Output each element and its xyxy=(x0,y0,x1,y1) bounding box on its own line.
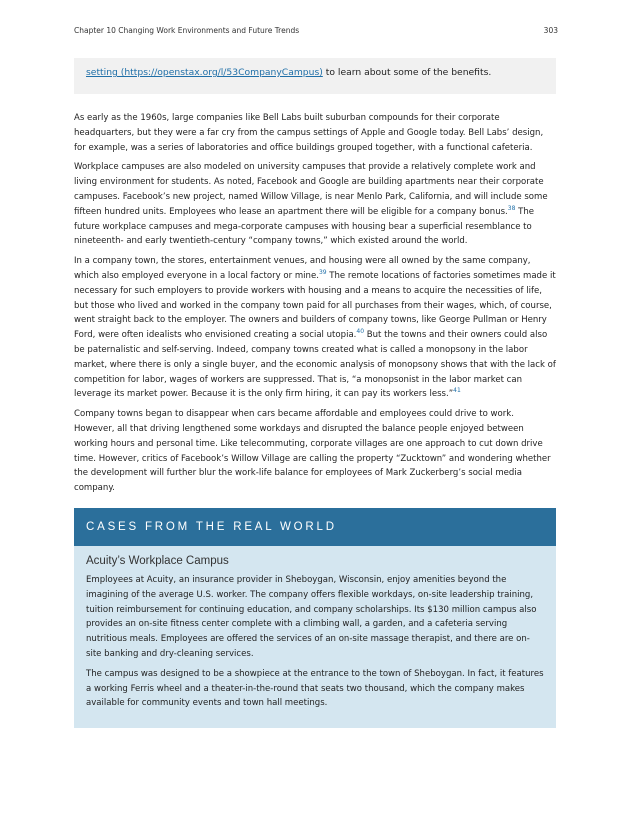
paragraph-3-text-c: But the towns and their owners could also be paternalistic and self-serving. Indeed, company towns created what is called a monopsony in the labor market, where there is only a single buyer, and the economic analysis of monopsony shows that with the lack of competition for labor, wages of workers are suppressed. That is, “a monopsonist in the labor market can leverage its market power. Because it is the only firm hiring, it can pay its workers less.” xyxy=(74,330,556,400)
running-header xyxy=(74,26,558,35)
company-campus-link[interactable]: setting (https://openstax.org/l/53CompanyCampus) xyxy=(86,67,323,78)
paragraph-3-text-a: In a company town, the stores, entertainment venues, and housing were all owned by the same company, which also employed everyone in a local factory or mine. xyxy=(74,256,531,281)
footnote-ref-41[interactable]: 41 xyxy=(453,387,461,395)
case-study-box xyxy=(74,508,556,728)
chapter-title: Chapter 10 Changing Work Environments and Future Trends xyxy=(74,26,300,35)
main-content xyxy=(74,111,556,501)
case-study-title: Acuity’s Workplace Campus xyxy=(86,555,229,567)
paragraph-4: Company towns began to disappear when cars became affordable and employees could drive to work. However, all that driving lengthened some workdays and disrupted the balance people enjoyed between working hours and personal time. Like telecommuting, corporate villages are one approach to cut down drive time. However, critics of Facebook’s Willow Village are calling the property “Zucktown” and wondering whether the development will further blur the work-life balance for employees of Mark Zuckerberg’s social media company. xyxy=(74,409,551,494)
case-study-paragraph-2: The campus was designed to be a showpiece at the entrance to the town of Sheboygan. In fact, it features a working Ferris wheel and a theater-in-the-round that seats two thousand, which the company makes available for community events and town hall meetings. xyxy=(86,668,544,709)
paragraph-3-text-b: The remote locations of factories sometimes made it necessary for such employers to provide workers with housing and a means to acquire the necessities of life, but those who lived and worked in the company town paid for all purchases from their wages, which, of course, went straight back to the employer. The owners and builders of company towns, like George Pullman or Henry Ford, were often idealists who envisioned creating a social utopia. xyxy=(74,270,556,341)
case-study-banner: CASES FROM THE REAL WORLD xyxy=(74,508,556,546)
case-study-body xyxy=(74,546,556,711)
note-text: to learn about some of the benefits. xyxy=(322,67,492,78)
paragraph-2-text-b: The future workplace campuses and mega-corporate campuses with housing bear a superficial resemblance to nineteenth- and early twentieth-century “company towns,” which existed around the world. xyxy=(74,206,535,247)
note-box xyxy=(74,58,556,94)
footnote-ref-39[interactable]: 39 xyxy=(318,269,327,277)
paragraph-2 xyxy=(74,160,556,249)
footnote-ref-40[interactable]: 40 xyxy=(356,328,365,336)
page-number: 303 xyxy=(543,26,558,35)
case-study-paragraph-1: Employees at Acuity, an insurance provider in Sheboygan, Wisconsin, enjoy amenities beyond the imagining of the average U.S. worker. The company offers flexible workdays, on-site leadership training, tuition reimbursement for continuing education, and company scholarships. Its $130 million campus also provides an on-site fitness center complete with a climbing wall, a garden, and a cafeteria serving nutritious meals. Employees are offered the services of an on-site massage therapist, and there are on-site banking and dry-cleaning services. xyxy=(86,575,537,659)
footnote-ref-38[interactable]: 38 xyxy=(507,204,516,212)
paragraph-3 xyxy=(74,254,556,402)
paragraph-1: As early as the 1960s, large companies like Bell Labs built suburban compounds for their corporate headquarters, but they were a far cry from the campus settings of Apple and Google today. Bell Labs’ design, for example, was a series of laboratories and office buildings grouped together, with a functional cafeteria. xyxy=(74,113,544,153)
paragraph-2-text-a: Workplace campuses are also modeled on university campuses that provide a relatively complete work and living environment for students. As noted, Facebook and Google are building apartments near their corporate campuses. Facebook’s new project, named Willow Village, is near Menlo Park, California, and will include some fifteen hundred units. Employees who lease an apartment there will be eligible for a company bonus. xyxy=(74,162,548,217)
